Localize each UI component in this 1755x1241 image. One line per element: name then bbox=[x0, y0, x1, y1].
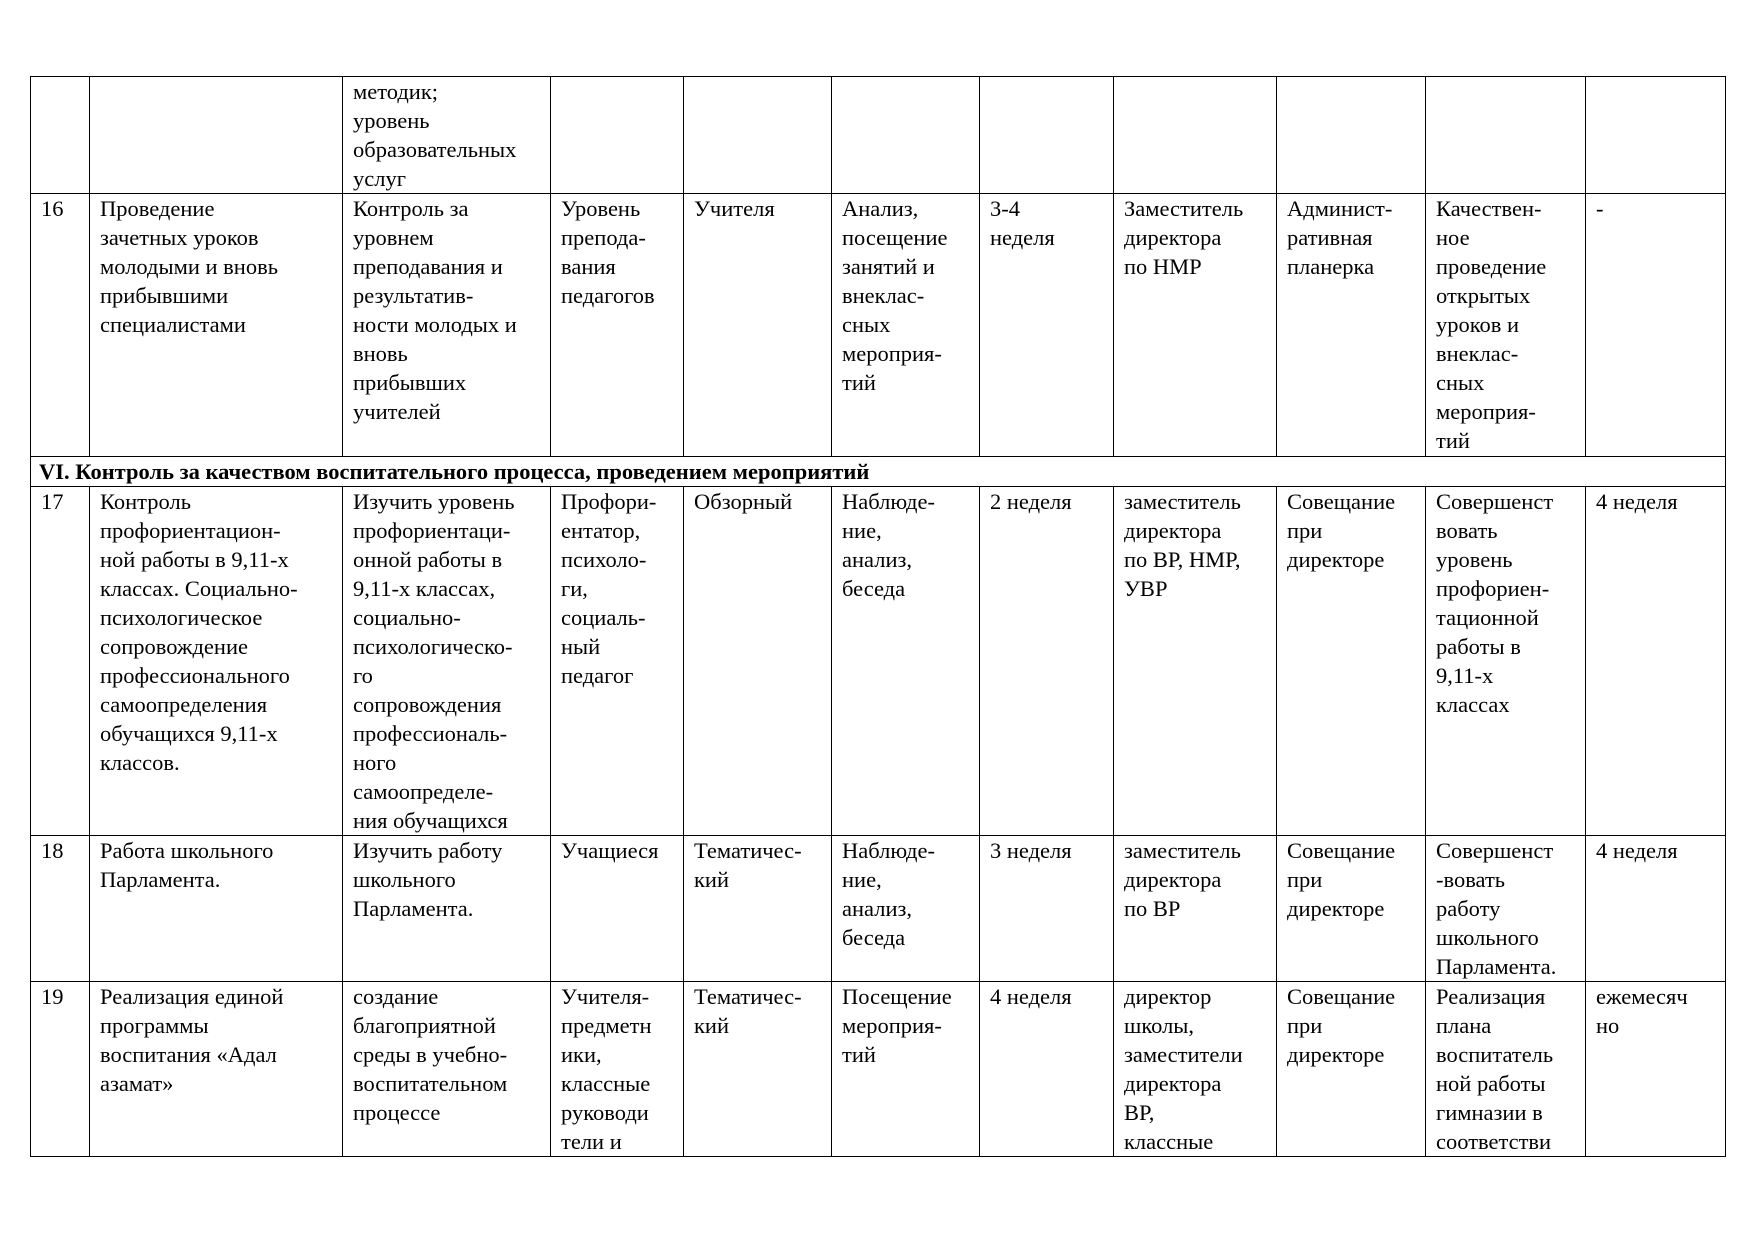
cell-subject bbox=[90, 77, 343, 194]
cell-term bbox=[980, 77, 1114, 194]
cell-object: Учащиеся bbox=[551, 836, 684, 982]
cell-type: Обзорный bbox=[684, 487, 832, 836]
cell-type: Учителя bbox=[684, 194, 832, 457]
cell-control: 4 неделя bbox=[1586, 487, 1726, 836]
cell-result: Совершенст -вовать работу школьного Парламента. bbox=[1426, 836, 1586, 982]
table-row bbox=[31, 194, 1726, 457]
section-title: VI. Контроль за качеством воспитательного процесса, проведением мероприятий bbox=[31, 457, 1726, 487]
cell-responsible: директор школы, заместители директора ВР, классные bbox=[1114, 982, 1277, 1157]
cell-object: Уровень препода- вания педагогов bbox=[551, 194, 684, 457]
cell-num: 16 bbox=[31, 194, 90, 457]
cell-responsible: заместитель директора по ВР bbox=[1114, 836, 1277, 982]
cell-where: Совещание при директоре bbox=[1277, 982, 1426, 1157]
cell-object: Учителя- предметн ики, классные руководи тели и bbox=[551, 982, 684, 1157]
cell-goal: Изучить работу школьного Парламента. bbox=[343, 836, 551, 982]
table-row bbox=[31, 982, 1726, 1157]
table-row bbox=[31, 487, 1726, 836]
cell-term: 2 неделя bbox=[980, 487, 1114, 836]
cell-control: ежемесяч но bbox=[1586, 982, 1726, 1157]
cell-control: - bbox=[1586, 194, 1726, 457]
cell-goal: Контроль за уровнем преподавания и результатив- ности молодых и вновь прибывших учителей bbox=[343, 194, 551, 457]
cell-goal: Изучить уровень профориентаци- онной работы в 9,11-х классах, социально- психологическо- го сопровождения профессиональ- ного самоопределе- ния обучащихся bbox=[343, 487, 551, 836]
table-row bbox=[31, 836, 1726, 982]
cell-method bbox=[832, 77, 980, 194]
cell-where: Совещание при директоре bbox=[1277, 836, 1426, 982]
cell-num bbox=[31, 77, 90, 194]
cell-where: Админист- ративная планерка bbox=[1277, 194, 1426, 457]
cell-result: Совершенст вовать уровень профориен- тационной работы в 9,11-х классах bbox=[1426, 487, 1586, 836]
cell-num: 17 bbox=[31, 487, 90, 836]
cell-subject: Работа школьного Парламента. bbox=[90, 836, 343, 982]
cell-num: 19 bbox=[31, 982, 90, 1157]
cell-subject: Проведение зачетных уроков молодыми и вновь прибывшими специалистами bbox=[90, 194, 343, 457]
control-plan-table bbox=[30, 76, 1726, 1157]
cell-where: Совещание при директоре bbox=[1277, 487, 1426, 836]
cell-where bbox=[1277, 77, 1426, 194]
cell-subject: Реализация единой программы воспитания «Адал азамат» bbox=[90, 982, 343, 1157]
cell-responsible bbox=[1114, 77, 1277, 194]
cell-term: 3-4 неделя bbox=[980, 194, 1114, 457]
cell-control: 4 неделя bbox=[1586, 836, 1726, 982]
cell-method: Посещение мероприя- тий bbox=[832, 982, 980, 1157]
cell-num: 18 bbox=[31, 836, 90, 982]
cell-result bbox=[1426, 77, 1586, 194]
cell-object bbox=[551, 77, 684, 194]
cell-method: Анализ, посещение занятий и внеклас- сных мероприя- тий bbox=[832, 194, 980, 457]
cell-type: Тематичес- кий bbox=[684, 836, 832, 982]
cell-type: Тематичес- кий bbox=[684, 982, 832, 1157]
cell-goal: методик; уровень образовательных услуг bbox=[343, 77, 551, 194]
table-row bbox=[31, 77, 1726, 194]
cell-subject: Контроль профориентацион- ной работы в 9,11-х классах. Социально- психологическое сопровождение профессионального самоопределения обучащихся 9,11-х классов. bbox=[90, 487, 343, 836]
cell-result: Качествен- ное проведение открытых уроков и внеклас- сных мероприя- тий bbox=[1426, 194, 1586, 457]
cell-goal: создание благоприятной среды в учебно- воспитательном процессе bbox=[343, 982, 551, 1157]
cell-method: Наблюде- ние, анализ, беседа bbox=[832, 836, 980, 982]
cell-term: 4 неделя bbox=[980, 982, 1114, 1157]
cell-responsible: заместитель директора по ВР, НМР, УВР bbox=[1114, 487, 1277, 836]
cell-method: Наблюде- ние, анализ, беседа bbox=[832, 487, 980, 836]
cell-result: Реализация плана воспитатель ной работы гимназии в соответстви bbox=[1426, 982, 1586, 1157]
cell-control bbox=[1586, 77, 1726, 194]
cell-object: Профори- ентатор, психоло- ги, социаль- ный педагог bbox=[551, 487, 684, 836]
cell-type bbox=[684, 77, 832, 194]
cell-responsible: Заместитель директора по НМР bbox=[1114, 194, 1277, 457]
cell-term: 3 неделя bbox=[980, 836, 1114, 982]
section-header-row bbox=[31, 457, 1726, 487]
